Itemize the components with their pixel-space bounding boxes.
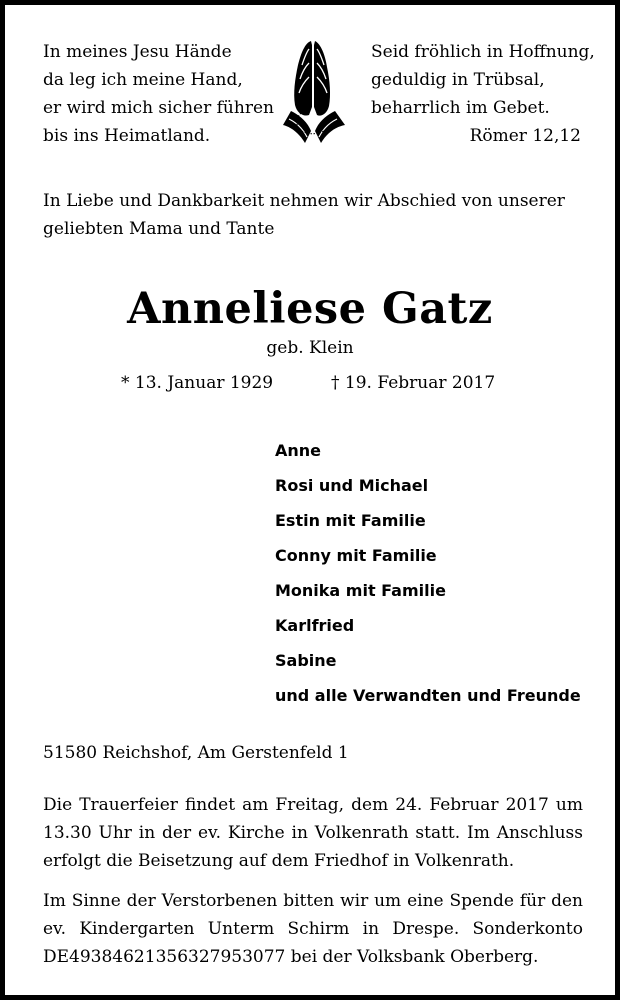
poem-left-line: In meines Jesu Hände [43, 42, 232, 62]
poem-left-line: er wird mich sicher führen [43, 98, 274, 118]
donation-info: Im Sinne der Verstorbenen bitten wir um eine Spende für den ev. Kindergarten Unterm Schirm in Drespe. Sonderkonto DE49384621356327953077 bei der Volksbank Oberberg. [43, 891, 583, 967]
praying-hands-icon [271, 35, 355, 147]
mourner: Anne [275, 441, 322, 460]
poem-right-line: beharrlich im Gebet. [371, 98, 550, 118]
death-date: † 19. Februar 2017 [331, 373, 496, 393]
mourner: Rosi und Michael [275, 476, 429, 495]
birth-date: * 13. Januar 1929 [121, 373, 274, 393]
mourner: Karlfried [275, 616, 355, 635]
mourner: und alle Verwandten und Freunde [275, 686, 581, 705]
mourner: Sabine [275, 651, 337, 670]
address: 51580 Reichshof, Am Gerstenfeld 1 [43, 743, 349, 763]
poem-left [43, 38, 274, 150]
poem-right-line: Seid fröhlich in Hoffnung, [371, 42, 595, 62]
poem-right-line: geduldig in Trübsal, [371, 70, 545, 90]
mourner: Monika mit Familie [275, 581, 446, 600]
funeral-info: Die Trauerfeier findet am Freitag, dem 24. Februar 2017 um 13.30 Uhr in der ev. Kirche in Volkenrath statt. Im Anschluss erfolgt die Beisetzung auf dem Friedhof in Volkenrath. [43, 795, 583, 871]
mourners-list [275, 433, 581, 713]
birth-name: geb. Klein [266, 338, 354, 358]
mourner: Estin mit Familie [275, 511, 426, 530]
verse-reference: Römer 12,12 [469, 126, 581, 146]
poem-left-line: da leg ich meine Hand, [43, 70, 243, 90]
intro-text: In Liebe und Dankbarkeit nehmen wir Abschied von unserer geliebten Mama und Tante [43, 191, 565, 239]
mourner: Conny mit Familie [275, 546, 437, 565]
poem-left-line: bis ins Heimatland. [43, 126, 211, 146]
deceased-name: Anneliese Gatz [127, 284, 493, 334]
poem-right [371, 38, 595, 150]
